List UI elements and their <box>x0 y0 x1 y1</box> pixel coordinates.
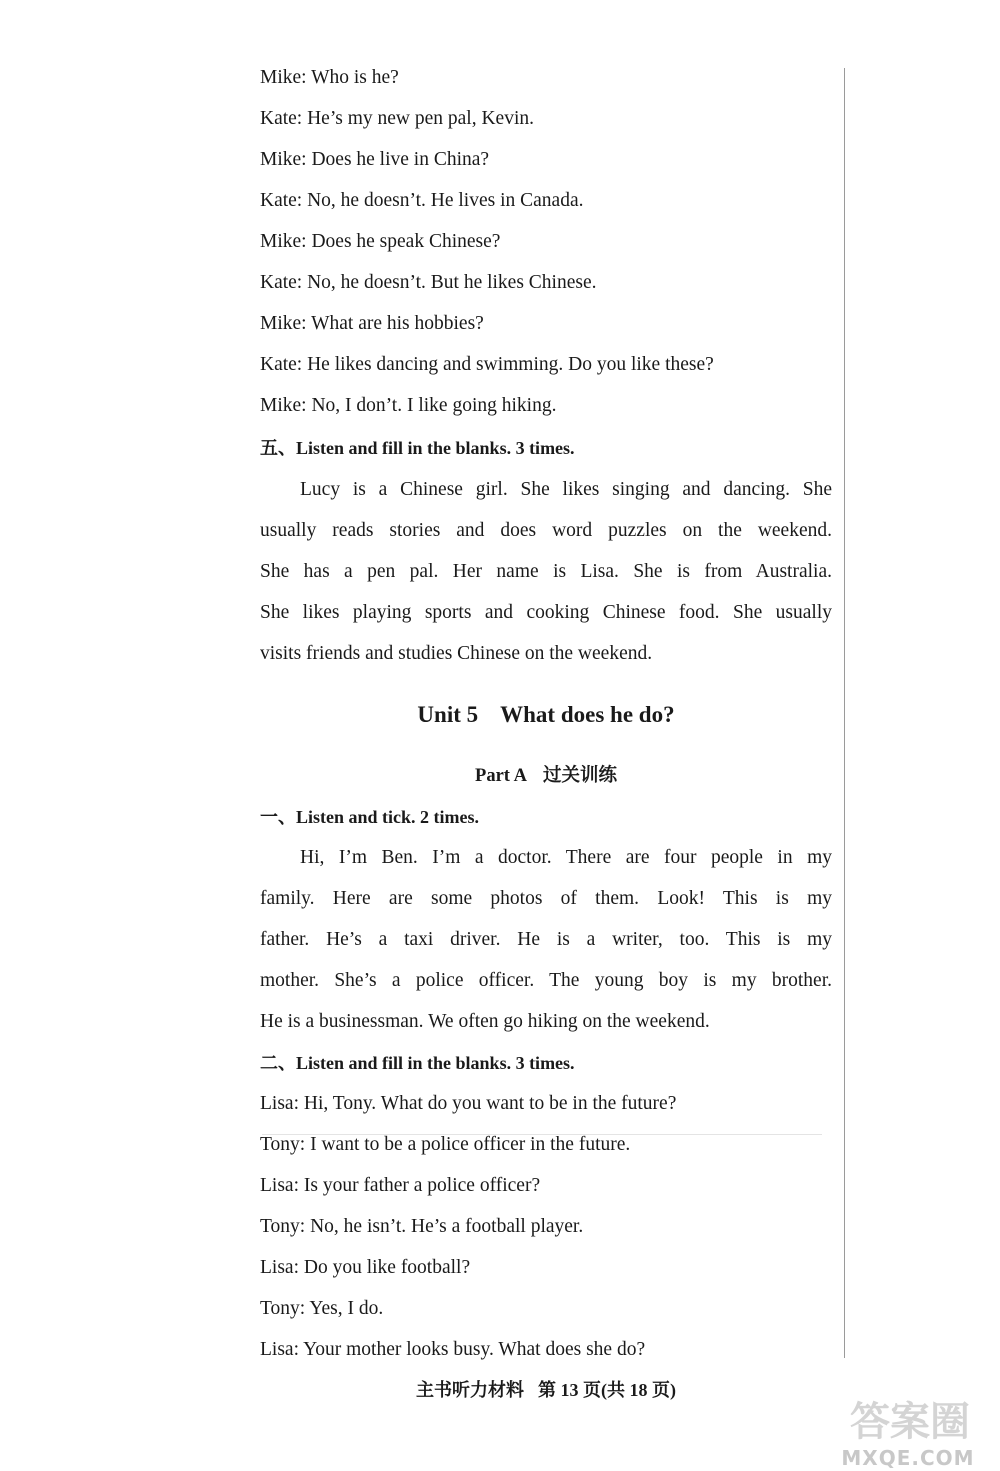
section-heading: 五、Listen and fill in the blanks. 3 times. <box>260 438 575 458</box>
dialogue-line: Tony: Yes, I do. <box>260 1298 384 1319</box>
dialogue-line: Tony: I want to be a police officer in the future. <box>260 1134 631 1155</box>
dialogue-line: Lisa: Do you like football? <box>260 1257 471 1278</box>
paragraph-line: visits friends and studies Chinese on the weekend. <box>260 643 653 664</box>
watermark-site: MXQE.COM <box>841 1446 975 1470</box>
paragraph-line: usually reads stories and does word puzzles on the weekend. <box>260 520 832 541</box>
paragraph-line: father. He’s a taxi driver. He is a writer, too. This is my <box>260 929 832 950</box>
footer-book-label: 主书听力材料 <box>416 1380 524 1400</box>
watermark-glyphs: 答案圈 <box>850 1399 970 1445</box>
listening-paragraph <box>260 469 832 674</box>
paragraph-line: She has a pen pal. Her name is Lisa. She is from Australia. <box>260 561 832 582</box>
part-name: 过关训练 <box>542 766 617 786</box>
section-heading: 二、Listen and fill in the blanks. 3 times. <box>260 1053 575 1073</box>
dialogue-line: Mike: Does he speak Chinese? <box>260 231 501 252</box>
dialogue-line: Kate: No, he doesn’t. But he likes Chinese. <box>260 272 597 293</box>
dialogue-line: Mike: What are his hobbies? <box>260 313 484 334</box>
dialogue-line: Lisa: Is your father a police officer? <box>260 1175 541 1196</box>
paragraph-line: She likes playing sports and cooking Chinese food. She usually <box>260 602 832 623</box>
watermark-logo <box>824 1390 992 1470</box>
dialogue-line: Mike: Does he live in China? <box>260 149 490 170</box>
paragraph-line: family. Here are some photos of them. Look! This is my <box>260 888 832 909</box>
unit-label: Unit 5 <box>417 702 479 727</box>
paragraph-line: mother. She’s a police officer. The young boy is my brother. <box>260 970 832 991</box>
dialogue-line: Tony: No, he isn’t. He’s a football player. <box>260 1216 584 1237</box>
dialogue-line: Mike: Who is he? <box>260 67 399 88</box>
dialogue-line: Mike: No, I don’t. I like going hiking. <box>260 395 557 416</box>
dialogue-line: Kate: He likes dancing and swimming. Do you like these? <box>260 354 714 375</box>
paragraph-line: He is a businessman. We often go hiking on the weekend. <box>260 1011 710 1032</box>
dialogue-line: Lisa: Hi, Tony. What do you want to be in the future? <box>260 1093 677 1114</box>
section-heading: 一、Listen and tick. 2 times. <box>260 807 480 827</box>
part-title <box>0 764 1000 788</box>
unit-title <box>0 700 1000 730</box>
unit-name: What does he do? <box>500 702 675 727</box>
dialogue-line: Kate: He’s my new pen pal, Kevin. <box>260 108 535 129</box>
listening-paragraph <box>260 837 832 1042</box>
part-label: Part A <box>475 766 527 786</box>
dialogue-line: Kate: No, he doesn’t. He lives in Canada. <box>260 190 584 211</box>
paragraph-line: Hi, I’m Ben. I’m a doctor. There are four people in my <box>300 847 832 868</box>
footer-page-number: 第 13 页(共 18 页) <box>538 1380 676 1400</box>
dialogue-line: Lisa: Your mother looks busy. What does she do? <box>260 1339 646 1360</box>
paragraph-line: Lucy is a Chinese girl. She likes singing and dancing. She <box>300 479 832 500</box>
